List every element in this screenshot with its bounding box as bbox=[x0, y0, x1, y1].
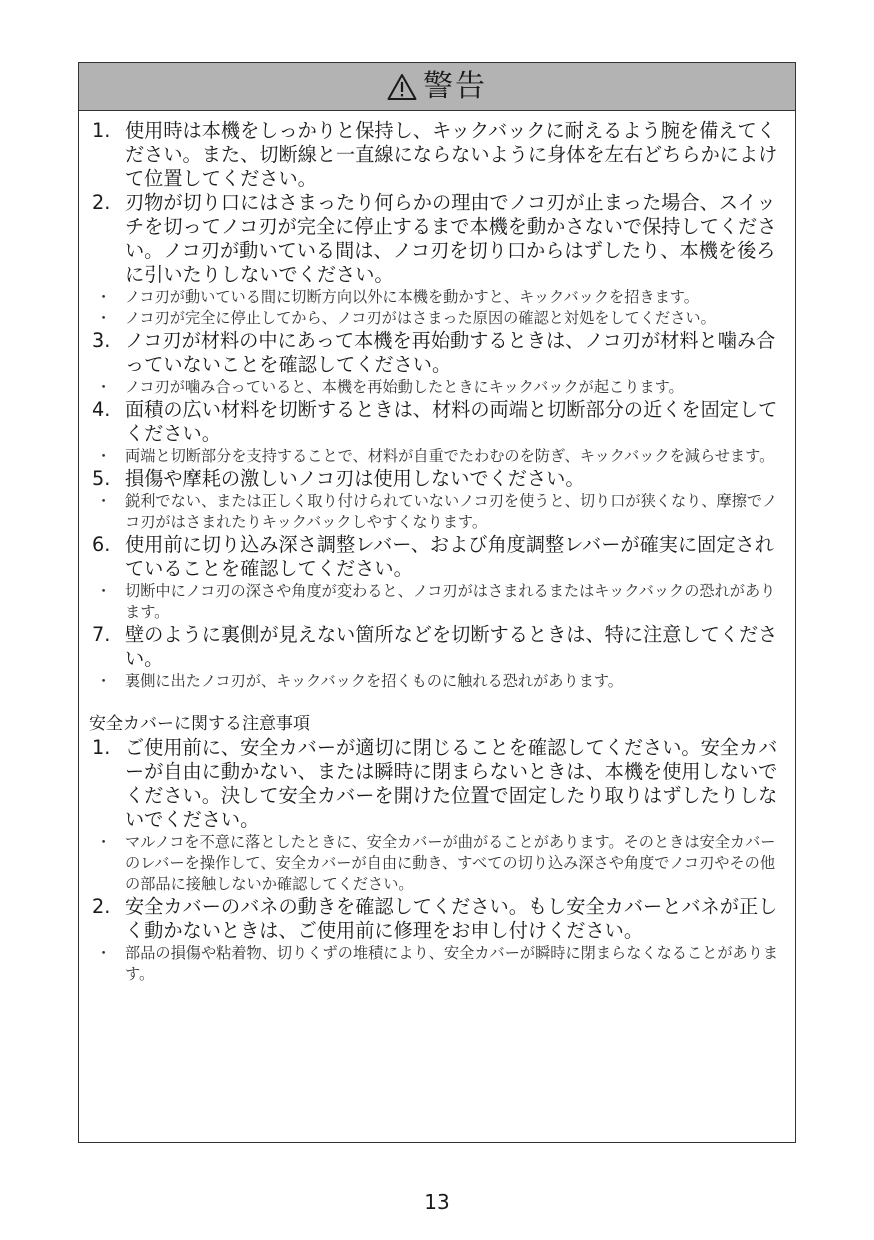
item-text: 面積の広い材料を切断するときは、材料の両端と切断部分の近くを固定してください。 bbox=[125, 398, 778, 445]
item-number: 4. bbox=[92, 398, 111, 421]
warning-content bbox=[79, 111, 795, 985]
item-text: 安全カバーのバネの動きを確認してください。もし安全カバーとバネが正しく動かないときは、ご使用前に修理をお申し付けください。 bbox=[125, 895, 778, 942]
bullet-note bbox=[89, 287, 785, 308]
numbered-item bbox=[89, 623, 785, 671]
note-text: マルノコを不意に落としたときに、安全カバーが曲がることがあります。そのときは安全カバーのレバーを操作して、安全カバーが自由に動き、すべての切り込み深さや角度でノコ刃やその他の部品に接触しないか確認してください。 bbox=[125, 833, 776, 893]
note-text: 両端と切断部分を支持することで、材料が自重でたわむのを防ぎ、キックバックを減らせます。 bbox=[125, 447, 775, 465]
bullet-note bbox=[89, 832, 785, 895]
note-text: 切断中にノコ刃の深さや角度が変わると、ノコ刃がはさまれるまたはキックバックの恐れがあります。 bbox=[125, 582, 776, 621]
warning-header bbox=[79, 63, 795, 111]
item-number: 3. bbox=[92, 329, 111, 352]
bullet-dot-icon: ・ bbox=[96, 582, 112, 600]
page-number: 13 bbox=[424, 1190, 450, 1214]
warning-title: 警告 bbox=[423, 68, 487, 104]
item-text: 壁のように裏側が見えない箇所などを切断するときは、特に注意してください。 bbox=[125, 623, 778, 670]
warning-triangle-icon bbox=[387, 73, 417, 101]
item-text: ノコ刃が材料の中にあって本機を再始動するときは、ノコ刃が材料と噛み合っていないことを確認してください。 bbox=[125, 329, 776, 376]
bullet-dot-icon: ・ bbox=[96, 378, 112, 396]
bullet-note bbox=[89, 671, 785, 692]
item-text: 使用時は本機をしっかりと保持し、キックバックに耐えるよう腕を備えてください。また、切断線と一直線にならないように身体を左右どちらかによけて位置してください。 bbox=[125, 119, 778, 190]
bullet-dot-icon: ・ bbox=[96, 672, 112, 690]
item-number: 1. bbox=[92, 736, 111, 759]
safety-cover-items-list bbox=[89, 736, 785, 985]
numbered-item bbox=[89, 398, 785, 446]
item-number: 1. bbox=[92, 119, 111, 142]
numbered-item bbox=[89, 736, 785, 832]
item-number: 2. bbox=[92, 191, 111, 214]
bullet-note bbox=[89, 377, 785, 398]
numbered-item bbox=[89, 467, 785, 491]
bullet-note bbox=[89, 581, 785, 623]
bullet-note bbox=[89, 491, 785, 533]
bullet-dot-icon: ・ bbox=[96, 833, 112, 851]
numbered-item bbox=[89, 895, 785, 943]
numbered-item bbox=[89, 329, 785, 377]
note-text: ノコ刃が動いている間に切断方向以外に本機を動かすと、キックバックを招きます。 bbox=[125, 288, 699, 306]
bullet-dot-icon: ・ bbox=[96, 288, 112, 306]
item-text: 刃物が切り口にはさまったり何らかの理由でノコ刃が止まった場合、スイッチを切ってノコ刃が完全に停止するまで本機を動かさないで保持してください。ノコ刃が動いている間は、ノコ刃を切り口からはずしたり、本機を後ろに引いたりしないでください。 bbox=[125, 191, 777, 286]
bullet-dot-icon: ・ bbox=[96, 944, 112, 962]
numbered-item bbox=[89, 119, 785, 191]
bullet-note bbox=[89, 943, 785, 985]
note-text: ノコ刃が噛み合っていると、本機を再始動したときにキックバックが起こります。 bbox=[125, 378, 684, 396]
item-number: 2. bbox=[92, 895, 111, 918]
bullet-note bbox=[89, 446, 785, 467]
item-text: ご使用前に、安全カバーが適切に閉じることを確認してください。安全カバーが自由に動かない、または瞬時に閉まらないときは、本機を使用しないでください。決して安全カバーを開けた位置で固定したり取りはずしたりしないでください。 bbox=[125, 736, 778, 831]
note-text: 部品の損傷や粘着物、切りくずの堆積により、安全カバーが瞬時に閉まらなくなることがあります。 bbox=[125, 944, 779, 983]
item-number: 7. bbox=[92, 623, 111, 646]
bullet-note bbox=[89, 308, 785, 329]
bullet-dot-icon: ・ bbox=[96, 447, 112, 465]
item-text: 使用前に切り込み深さ調整レバー、および角度調整レバーが確実に固定されていることを確認してください。 bbox=[125, 533, 774, 580]
numbered-item bbox=[89, 533, 785, 581]
item-number: 5. bbox=[92, 467, 111, 490]
note-text: ノコ刃が完全に停止してから、ノコ刃がはさまった原因の確認と対処をしてください。 bbox=[125, 309, 716, 327]
note-text: 鋭利でない、または正しく取り付けられていないノコ刃を使うと、切り口が狭くなり、摩擦でノコ刃がはさまれたりキックバックしやすくなります。 bbox=[125, 492, 778, 531]
item-text: 損傷や摩耗の激しいノコ刃は使用しないでください。 bbox=[125, 467, 585, 490]
bullet-dot-icon: ・ bbox=[96, 309, 112, 327]
bullet-dot-icon: ・ bbox=[96, 492, 112, 510]
warning-box bbox=[78, 62, 796, 1143]
warning-items-list bbox=[89, 119, 785, 692]
note-text: 裏側に出たノコ刃が、キックバックを招くものに触れる恐れがあります。 bbox=[125, 672, 623, 690]
section-title: 安全カバーに関する注意事項 bbox=[89, 714, 310, 734]
numbered-item bbox=[89, 191, 785, 287]
item-number: 6. bbox=[92, 533, 111, 556]
